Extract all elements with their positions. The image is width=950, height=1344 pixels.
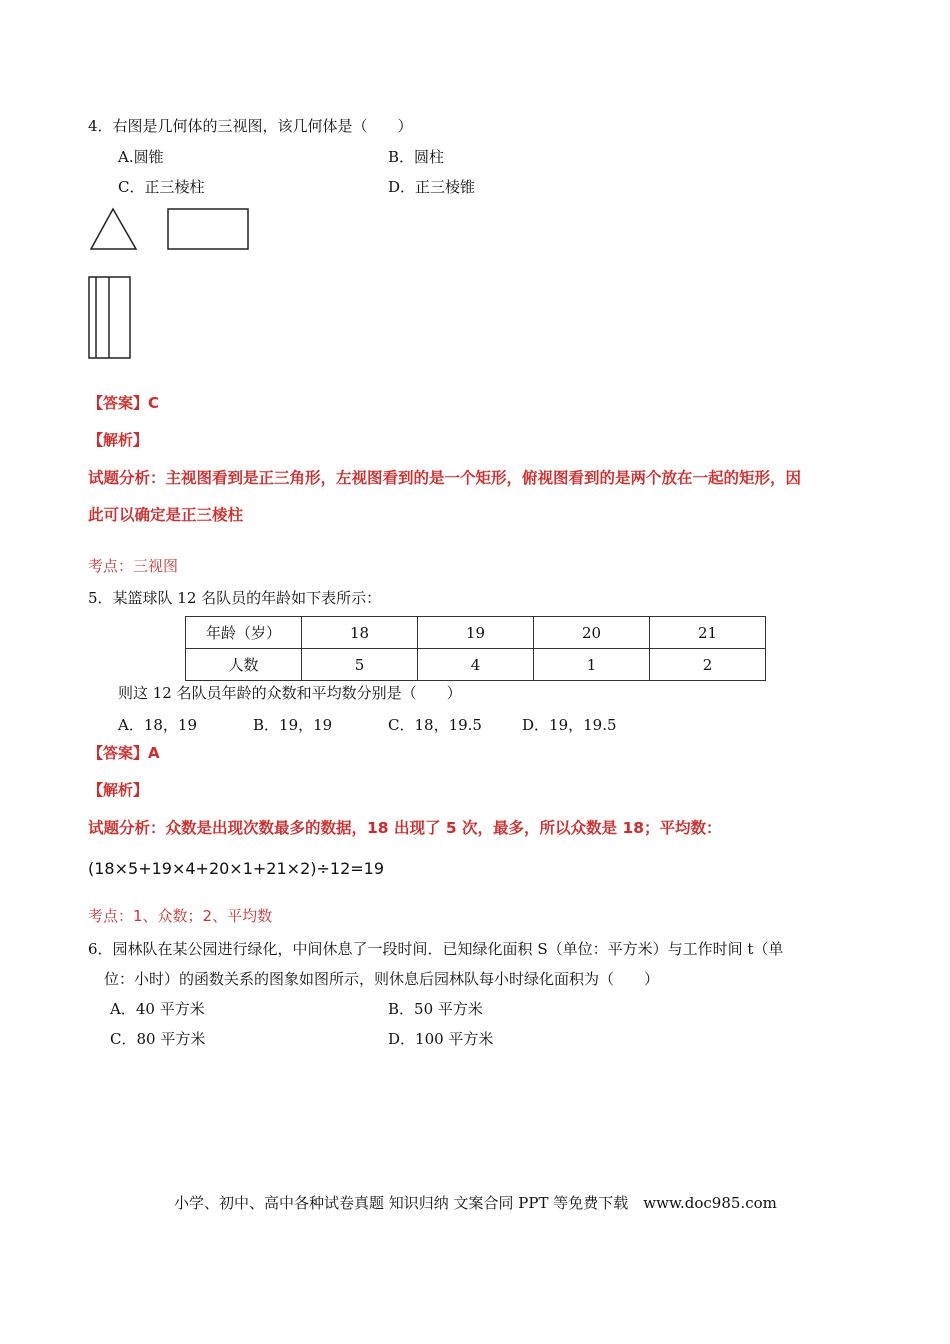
q4-stem: 4．右图是几何体的三视图，该几何体是（ ） xyxy=(88,117,413,135)
q5-option-b: B．19，19 xyxy=(253,716,333,734)
q4-option-c: C．正三棱柱 xyxy=(118,178,205,196)
front-view-triangle xyxy=(91,209,136,249)
q5-analysis-label: 【解析】 xyxy=(88,781,149,799)
q6-option-b: B．50 平方米 xyxy=(388,1000,483,1018)
q5-formula: (18×5+19×4+20×1+21×2)÷12=19 xyxy=(88,859,385,878)
page-footer: 小学、初中、高中各种试卷真题 知识归纳 文案合同 PPT 等免费下载 www.doc985.com xyxy=(174,1194,777,1212)
q4-analysis-label: 【解析】 xyxy=(88,431,149,449)
q4-kaodian: 考点：三视图 xyxy=(88,557,179,575)
q5-option-c: C．18，19.5 xyxy=(388,716,482,734)
table-cell: 20 xyxy=(534,617,650,649)
q4-analysis-line2: 此可以确定是正三棱柱 xyxy=(88,506,244,524)
table-row xyxy=(186,649,766,681)
table-cell: 2 xyxy=(650,649,766,681)
q6-option-c: C．80 平方米 xyxy=(110,1030,206,1048)
table-cell: 4 xyxy=(418,649,534,681)
table-cell: 年龄（岁） xyxy=(186,617,302,649)
q4-option-a: A.圆锥 xyxy=(118,148,164,166)
q4-option-b: B．圆柱 xyxy=(388,148,445,166)
table-cell: 5 xyxy=(302,649,418,681)
side-view-rectangle xyxy=(168,209,248,249)
q4-answer: 【答案】C xyxy=(88,394,160,412)
table-cell: 人数 xyxy=(186,649,302,681)
table-cell: 18 xyxy=(302,617,418,649)
age-table xyxy=(185,616,766,681)
table-cell: 1 xyxy=(534,649,650,681)
q4-option-d: D．正三棱锥 xyxy=(388,178,476,196)
q5-stem: 5．某篮球队 12 名队员的年龄如下表所示： xyxy=(88,589,382,607)
q6-option-a: A．40 平方米 xyxy=(110,1000,205,1018)
three-view-figure xyxy=(85,205,255,365)
q6-option-d: D．100 平方米 xyxy=(388,1030,494,1048)
q5-option-d: D．19，19.5 xyxy=(522,716,617,734)
table-cell: 21 xyxy=(650,617,766,649)
table-row xyxy=(186,617,766,649)
q4-analysis-line1: 试题分析：主视图看到是正三角形，左视图看到的是一个矩形，俯视图看到的是两个放在一起的矩形，因 xyxy=(88,469,802,487)
q5-kaodian: 考点：1、众数；2、平均数 xyxy=(88,907,273,925)
table-cell: 19 xyxy=(418,617,534,649)
q5-option-a: A．18，19 xyxy=(118,716,198,734)
q6-stem-line1: 6．园林队在某公园进行绿化，中间休息了一段时间．已知绿化面积 S（单位：平方米）与工作时间 t（单 xyxy=(88,940,784,958)
q5-question: 则这 12 名队员年龄的众数和平均数分别是（ ） xyxy=(118,684,462,702)
q5-analysis-line1: 试题分析：众数是出现次数最多的数据，18 出现了 5 次，最多，所以众数是 18；平均数： xyxy=(88,819,722,837)
q5-answer: 【答案】A xyxy=(88,744,160,762)
q6-stem-line2: 位：小时）的函数关系的图象如图所示，则休息后园林队每小时绿化面积为（ ） xyxy=(104,970,660,988)
